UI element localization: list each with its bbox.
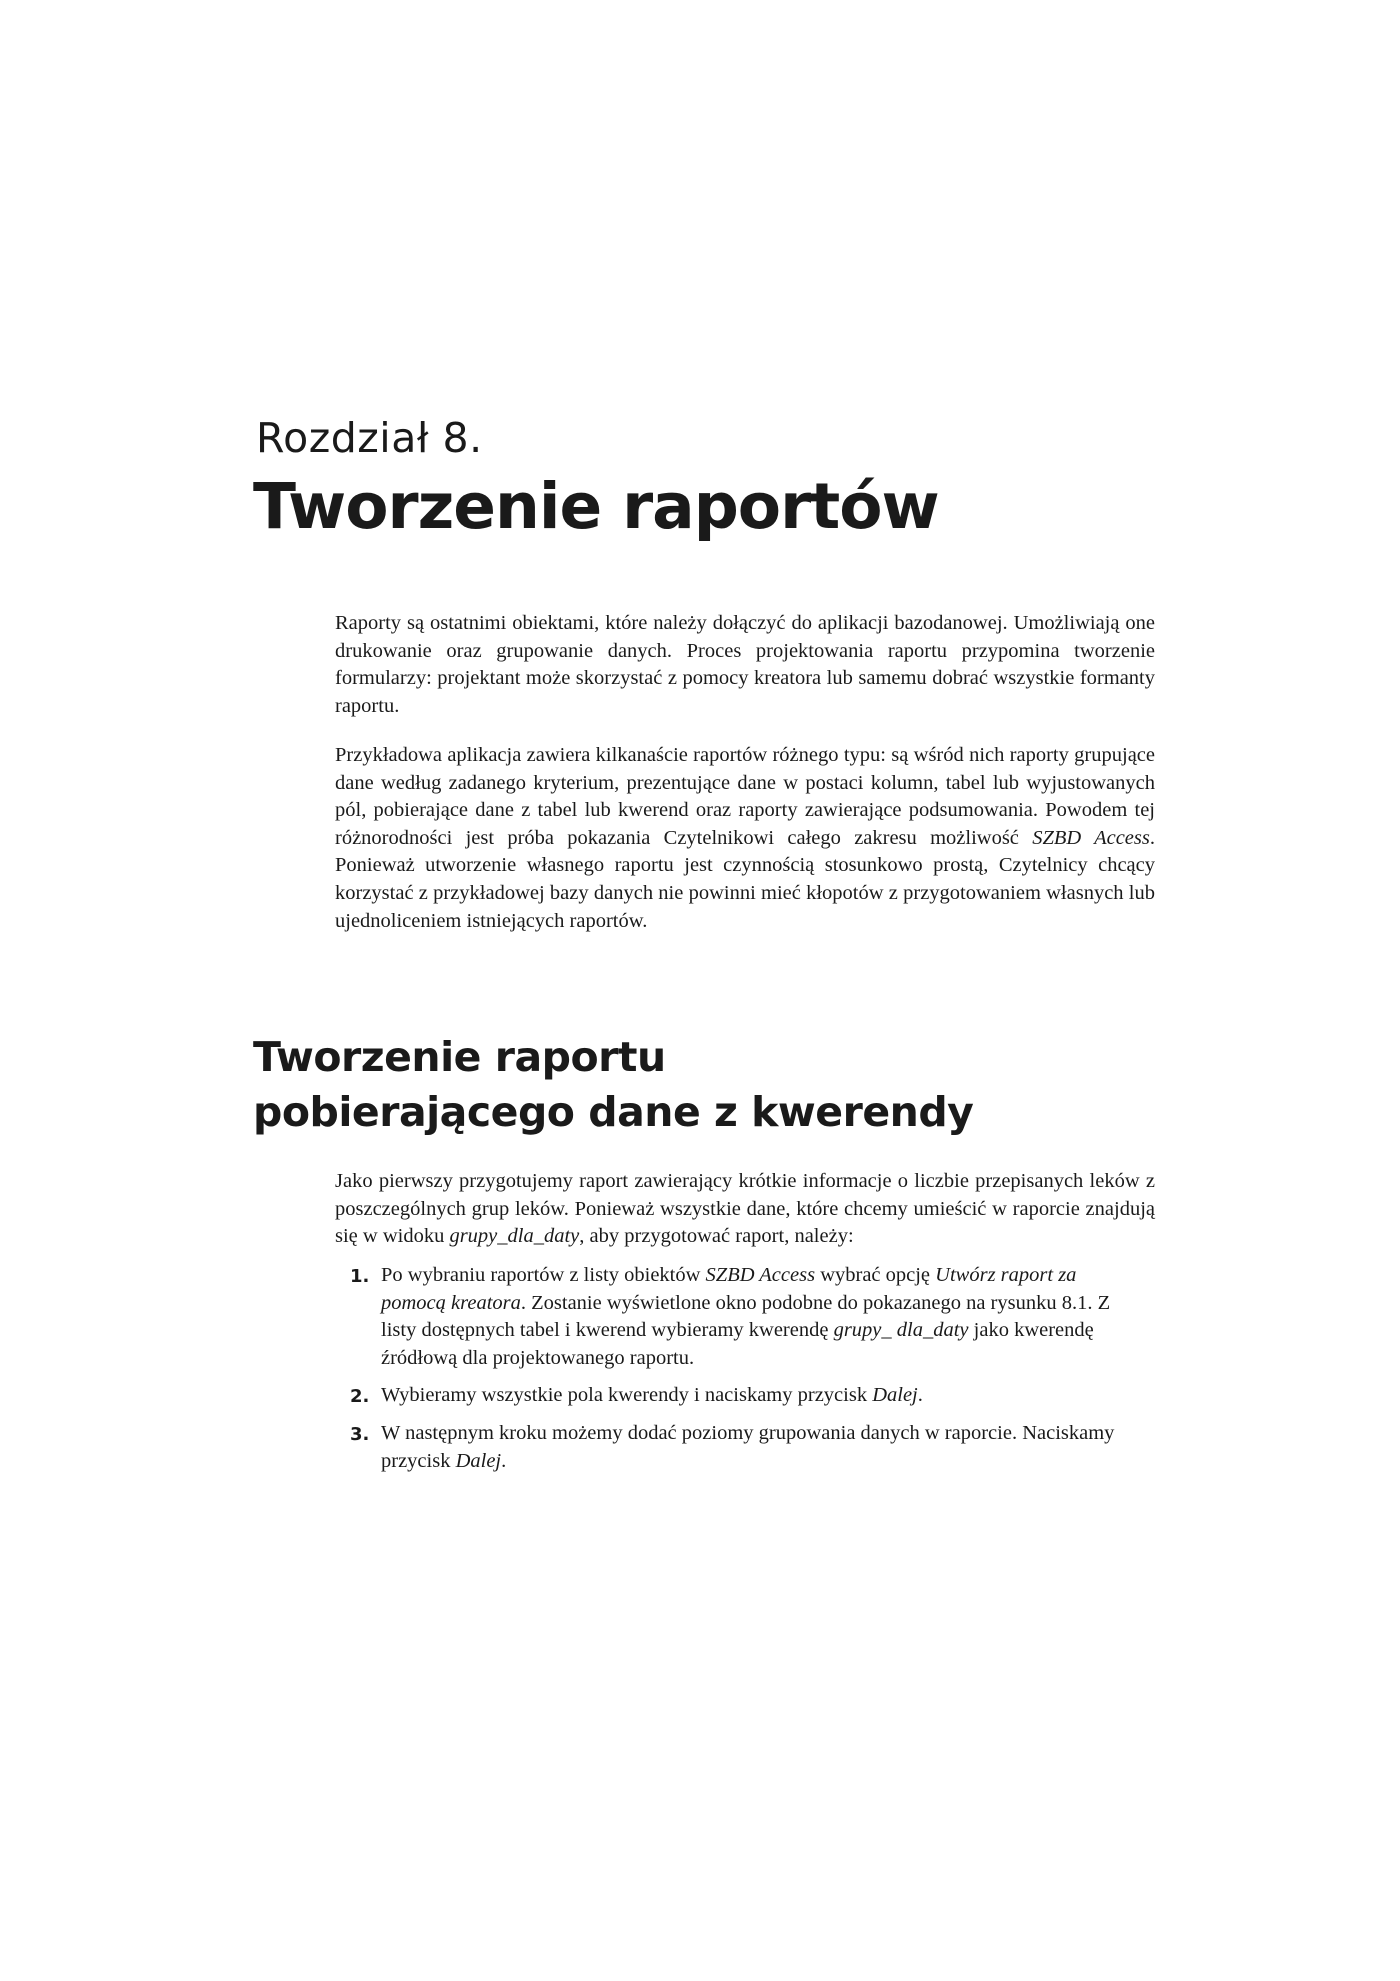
section-heading bbox=[253, 1030, 973, 1140]
list-item bbox=[350, 1420, 1120, 1475]
step-text-part: Po wybraniu raportów z listy obiektów bbox=[381, 1264, 706, 1286]
section-intro-text-a: Jako pierwszy przygotujemy raport zawierający krótkie informacje o liczbie przepisanych leków z poszczególnych grup leków. Ponieważ wszystkie dane, które chcemy umieścić w raporcie znajdują się w widoku bbox=[335, 1170, 1155, 1248]
intro-paragraph-1: Raporty są ostatnimi obiektami, które należy dołączyć do aplikacji bazodanowej. Umożliwiają one drukowanie oraz grupowanie danych. Proces projektowania raportu przypomina tworzenie formularzy: projektant może skorzystać z pomocy kreatora lub samemu dobrać wszystkie formanty raportu. bbox=[335, 612, 1155, 717]
step-number: 3. bbox=[350, 1423, 370, 1445]
step-text-part: . bbox=[917, 1384, 923, 1407]
section-intro-emphasis: grupy_dla_daty bbox=[449, 1225, 580, 1248]
step-text-part: . bbox=[501, 1449, 507, 1472]
intro-paragraph-2-text-b: . Ponieważ utworzenie własnego raportu jest czynnością stosunkowo prostą, Czytelnicy chcący korzystać z przykładowej bazy danych nie powinni mieć kłopotów z przygotowaniem własnych lub ujednoliceniem istniejących raportów. bbox=[335, 826, 1155, 932]
chapter-title: Tworzenie raportów bbox=[253, 470, 939, 543]
step-text bbox=[381, 1262, 1120, 1372]
section-heading-line-1: Tworzenie raportu bbox=[253, 1033, 666, 1081]
list-item bbox=[350, 1382, 1120, 1410]
step-text-part: jako kwerendę źródłową dla projektowanego raportu. bbox=[381, 1319, 1094, 1369]
step-emphasis: Dalej bbox=[455, 1449, 502, 1472]
step-text-part: . Zostanie wyświetlone okno podobne do pokazanego na rysunku 8.1. Z listy dostępnych tabel i kwerend wybieramy kwerendę bbox=[381, 1291, 1111, 1342]
intro-paragraph-2 bbox=[335, 742, 1155, 935]
list-item bbox=[350, 1262, 1120, 1372]
intro-paragraph-2-text-a: Przykładowa aplikacja zawiera kilkanaście raportów różnego typu: są wśród nich raporty grupujące dane według zadanego kryterium, prezentujące dane w postaci kolumn, tabel lub wyjustowanych pól, pobierające dane z tabel lub kwerend oraz raporty zawierające podsumowania. Powodem tej różnorodności jest próba pokazania Czytelnikowi całego zakresu możliwość bbox=[335, 744, 1155, 849]
step-emphasis: Dalej bbox=[872, 1384, 918, 1407]
step-emphasis: SZBD Access bbox=[705, 1264, 816, 1286]
step-emphasis: grupy_ dla_daty bbox=[833, 1319, 969, 1342]
section-intro-paragraph bbox=[335, 1168, 1155, 1251]
step-text-part: Wybieramy wszystkie pola kwerendy i naciskamy przycisk bbox=[381, 1384, 873, 1407]
chapter-label: Rozdział 8. bbox=[256, 414, 483, 462]
step-text-part: wybrać opcję bbox=[815, 1264, 936, 1286]
section-intro-text-b: , aby przygotować raport, należy: bbox=[579, 1225, 854, 1248]
step-emphasis: Utwórz raport za pomocą kreatora bbox=[381, 1264, 1077, 1314]
step-text bbox=[381, 1420, 1120, 1475]
section-heading-line-2: pobierającego dane z kwerendy bbox=[253, 1088, 974, 1136]
intro-paragraph-2-emphasis: SZBD Access bbox=[1032, 826, 1150, 849]
step-text-part: W następnym kroku możemy dodać poziomy grupowania danych w raporcie. Naciskamy przycisk bbox=[381, 1421, 1115, 1472]
steps-list bbox=[350, 1262, 1120, 1485]
step-number: 1. bbox=[350, 1266, 370, 1287]
step-text bbox=[381, 1382, 1120, 1410]
step-number: 2. bbox=[350, 1386, 370, 1408]
